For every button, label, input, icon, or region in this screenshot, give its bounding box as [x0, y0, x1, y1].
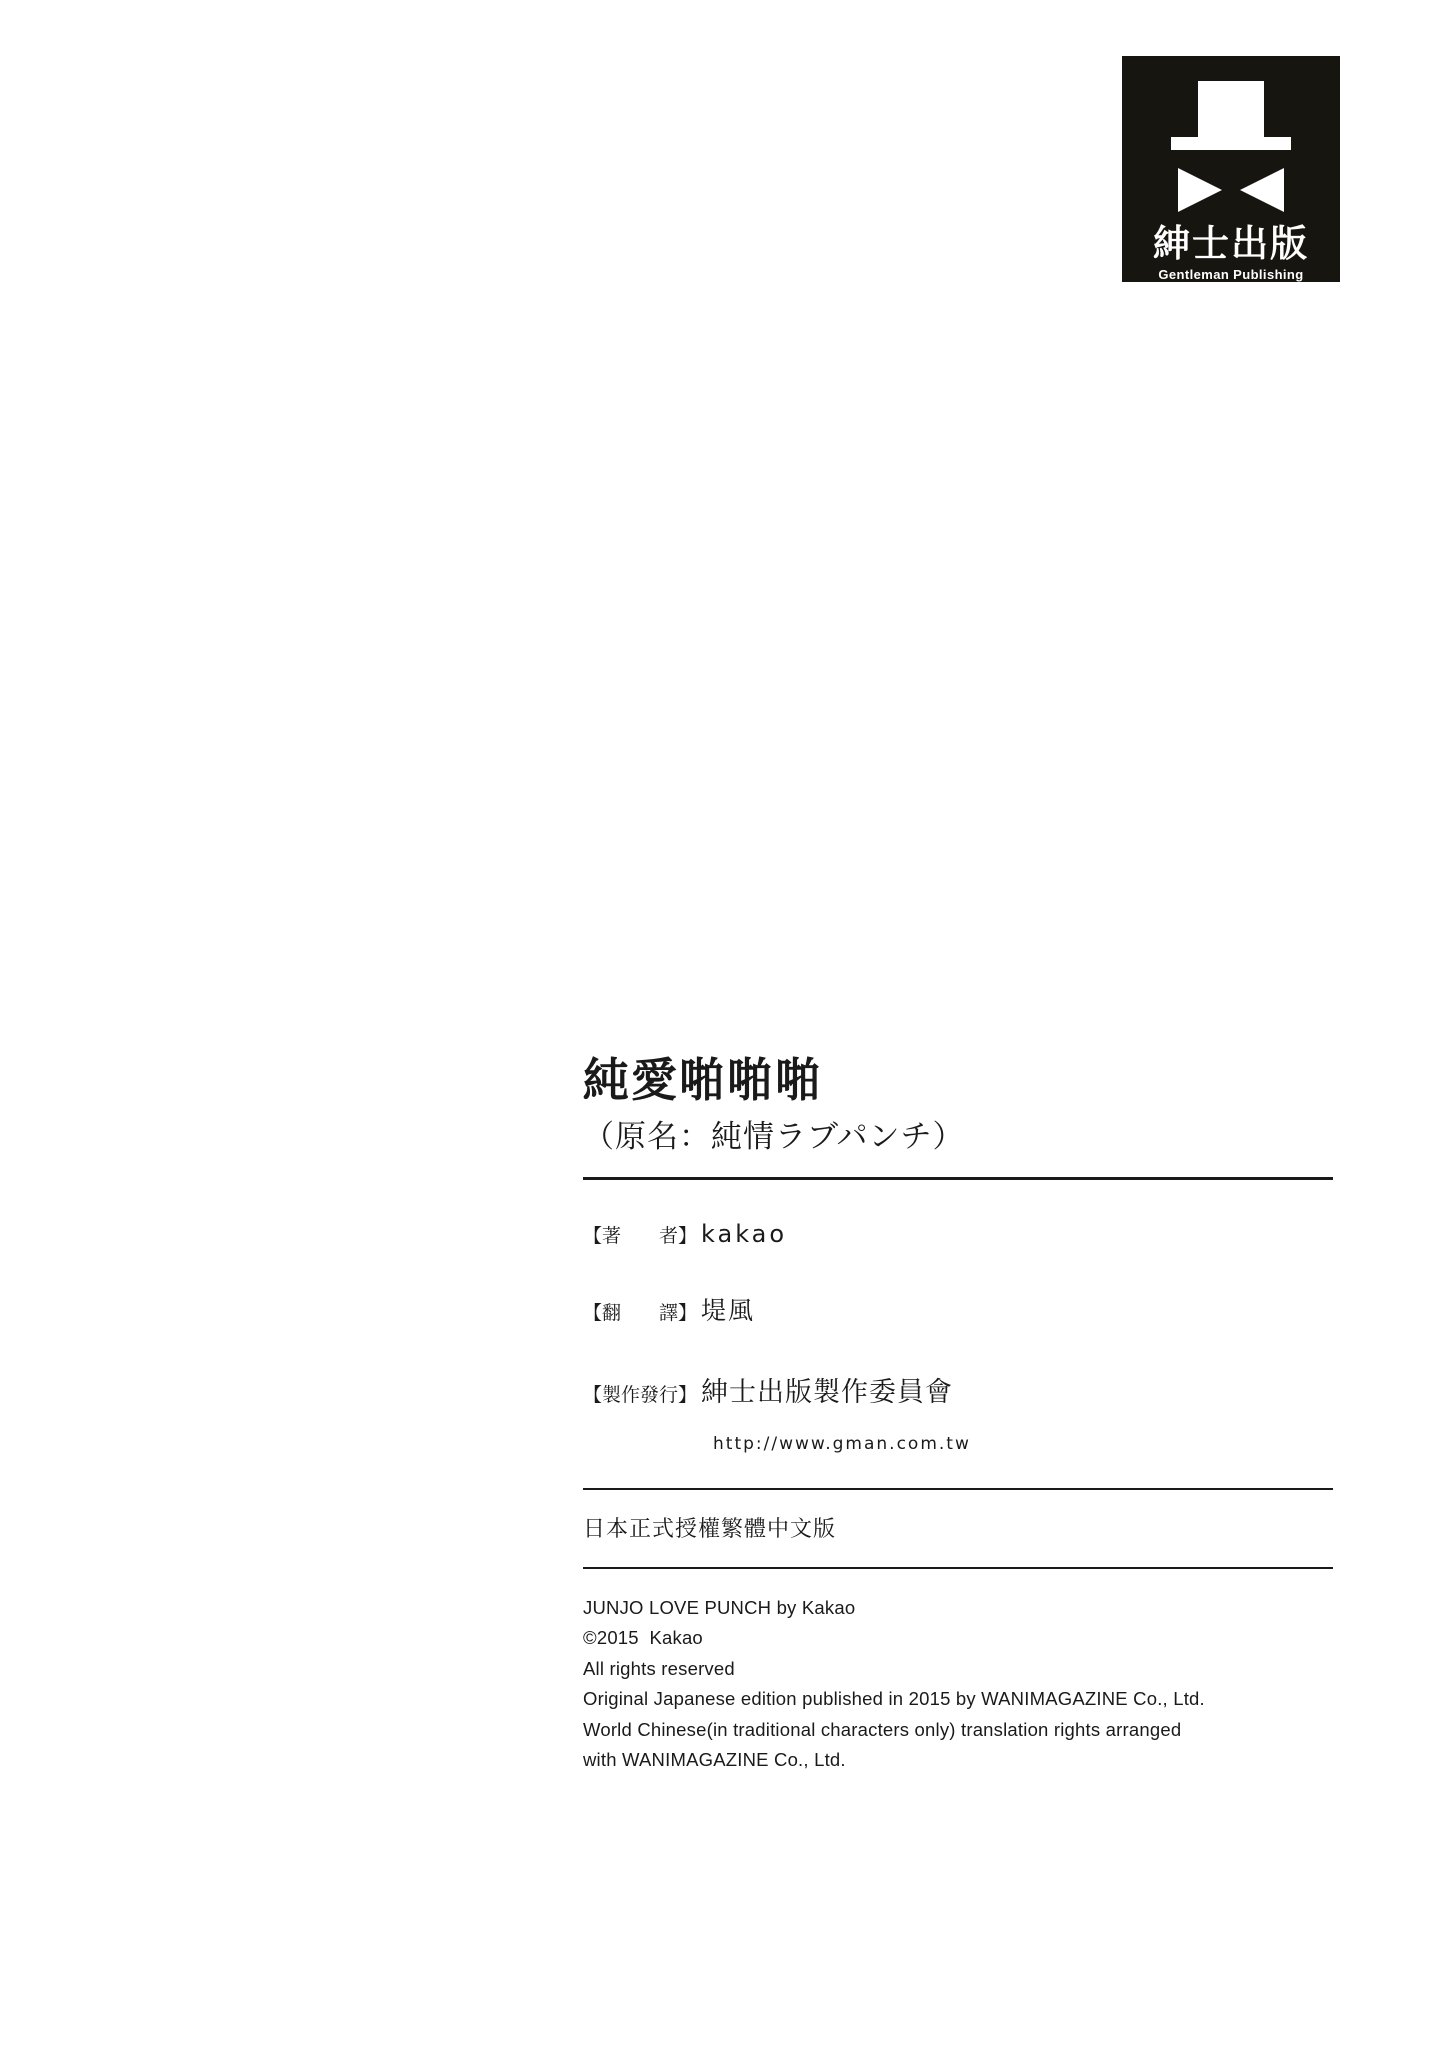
divider-middle: [583, 1488, 1333, 1490]
top-hat-crown: [1198, 81, 1264, 137]
credit-row-author: [583, 1220, 1333, 1248]
divider-top: [583, 1177, 1333, 1180]
publisher-name-cn: 紳士出版: [1153, 222, 1309, 265]
legal-line: JUNJO LOVE PUNCH by Kakao: [583, 1596, 856, 1618]
credits-list: [583, 1220, 1333, 1454]
legal-line: with WANIMAGAZINE Co., Ltd.: [583, 1749, 846, 1771]
credit-value-translator: 堤風: [701, 1295, 756, 1325]
credit-value-author: kakao: [701, 1219, 788, 1248]
credit-label-author: 【著 者】: [583, 1224, 698, 1247]
bowtie-icon: [1178, 168, 1284, 211]
credit-row-translator: [583, 1291, 1333, 1327]
colophon-block: [583, 1055, 1333, 1776]
legal-line: All rights reserved: [583, 1657, 735, 1679]
license-statement: 日本正式授權繁體中文版: [583, 1516, 837, 1542]
credit-label-publisher: 【製作發行】: [583, 1383, 698, 1406]
credit-value-publisher: 紳士出版製作委員會: [701, 1376, 954, 1408]
top-hat-icon: [1171, 81, 1291, 157]
book-original-title: （原名：純情ラブパンチ）: [583, 1118, 965, 1155]
credit-label-translator: 【翻 譯】: [583, 1301, 698, 1324]
publisher-logo: [1122, 56, 1340, 282]
legal-line: Original Japanese edition published in 2015 by WANIMAGAZINE Co., Ltd.: [583, 1688, 1205, 1710]
publisher-name-en: Gentleman Publishing: [1158, 267, 1304, 282]
credit-row-publisher: [583, 1370, 1333, 1409]
bowtie-right: [1240, 168, 1284, 212]
legal-notice: [583, 1593, 1333, 1776]
top-hat-brim: [1171, 137, 1291, 150]
divider-bottom: [583, 1567, 1333, 1569]
publisher-website[interactable]: http://www.gman.com.tw: [713, 1433, 971, 1454]
legal-line: ©2015 Kakao: [583, 1627, 703, 1649]
legal-line: World Chinese(in traditional characters only) translation rights arranged: [583, 1718, 1182, 1740]
bowtie-left: [1178, 168, 1222, 212]
book-title: 純愛啪啪啪: [583, 1053, 823, 1107]
